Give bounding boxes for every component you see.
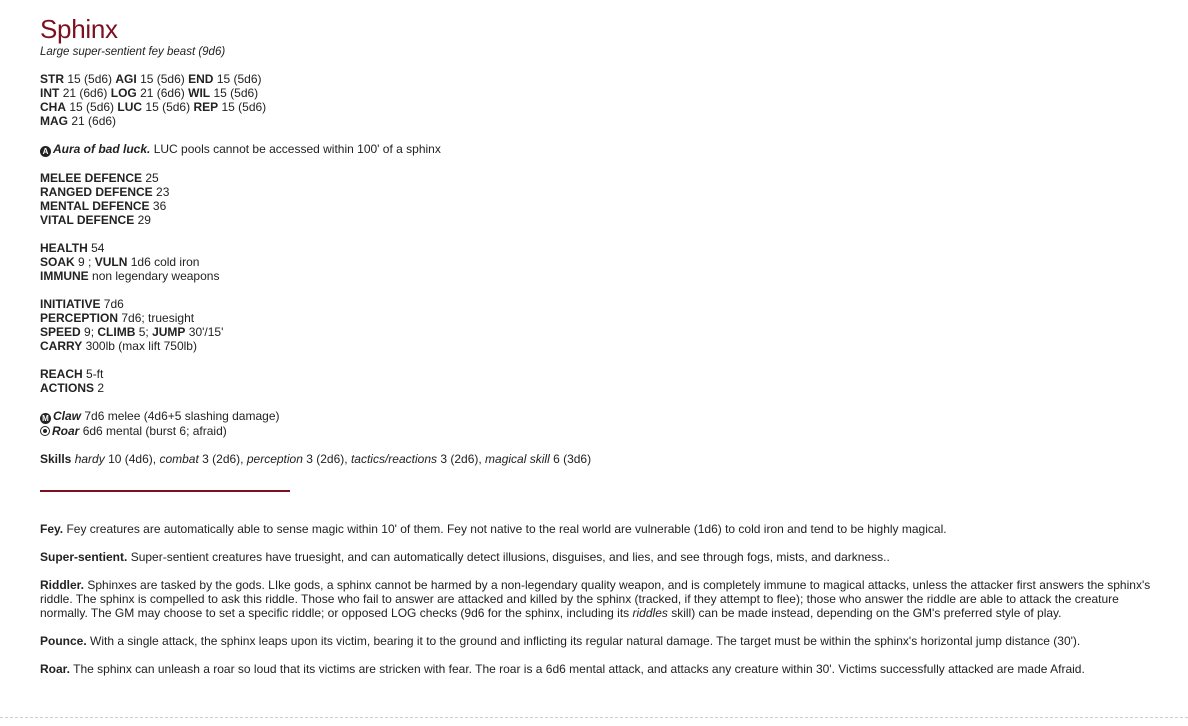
int-value: 21 (6d6) [62, 86, 108, 100]
agi-value: 15 (5d6) [140, 72, 185, 86]
mental-defence-label: MENTAL DEFENCE [40, 199, 150, 213]
wil-label: WIL [188, 86, 211, 100]
immune-label: IMMUNE [40, 269, 89, 283]
perception-value: 7d6; truesight [121, 311, 195, 325]
vital-defence-label: VITAL DEFENCE [40, 213, 135, 227]
skill-value: 3 (2d6), [306, 452, 348, 466]
initiative-label: INITIATIVE [40, 297, 101, 311]
agi-label: AGI [115, 72, 137, 86]
str-value: 15 (5d6) [67, 72, 113, 86]
trait-title: Roar. [40, 662, 71, 676]
attack-text: 6d6 mental (burst 6; afraid) [82, 424, 227, 438]
end-value: 15 (5d6) [216, 72, 262, 86]
attributes-block [40, 72, 1166, 128]
speed-line [40, 325, 1166, 339]
trait-text: The sphinx can unleash a roar so loud that its victims are stricken with fear. The roar is a 6d6 mental attack, and attacks any creature within 30'. Victims successfully attacked are made Afraid. [73, 662, 1085, 676]
vital-defence [40, 213, 1166, 227]
immune-line [40, 269, 1166, 283]
aura-block [40, 142, 1166, 157]
trait-text: With a single attack, the sphinx leaps upon its victim, bearing it to the ground and inflicting its regular natural damage. The target must be within the sphinx's horizontal jump distance (30'). [90, 634, 1081, 648]
mental-defence-value: 36 [152, 199, 167, 213]
log-value: 21 (6d6) [140, 86, 185, 100]
skill-name: perception [246, 452, 303, 466]
wil-value: 15 (5d6) [213, 86, 259, 100]
perception-label: PERCEPTION [40, 311, 119, 325]
luc-value: 15 (5d6) [145, 100, 191, 114]
soak-vuln-line [40, 255, 1166, 269]
trait-pounce [40, 634, 1164, 648]
skill-name: combat [159, 452, 199, 466]
climb-label: CLIMB [97, 325, 136, 339]
str-label: STR [40, 72, 64, 86]
jump-label: JUMP [152, 325, 186, 339]
trait-text: Sphinxes are tasked by the gods. LIke gods, a sphinx cannot be harmed by a non-legendary quality weapon, and is completely immune to magical attacks, unless the attacker first answers the sphinx's riddle. The sphinx is compelled to ask this riddle. Those who fail to answer are attacked and killed by the sphinx (tracked, if they attempt to flee); those who answer the riddle are able to attack the creature normally. The GM may choose to set a specific riddle; or opposed LOG checks (9d6 for the sphinx, including its [40, 578, 1151, 620]
attack-text: 7d6 melee (4d6+5 slashing damage) [84, 409, 280, 423]
speed-label: SPEED [40, 325, 81, 339]
end-label: END [188, 72, 214, 86]
attacks-block [40, 409, 1166, 438]
cha-label: CHA [40, 100, 66, 114]
skill-name: magical skill [485, 452, 550, 466]
health-label: HEALTH [40, 241, 88, 255]
attack-name: Roar [52, 424, 80, 438]
page-title: Sphinx [40, 14, 118, 44]
skill-value: 3 (2d6), [202, 452, 244, 466]
ranged-defence-label: RANGED DEFENCE [40, 185, 153, 199]
climb-value: 5; [138, 325, 149, 339]
health-block [40, 241, 1166, 283]
trait-riddler [40, 578, 1164, 620]
soak-label: SOAK [40, 255, 75, 269]
attributes-row-1 [40, 72, 1166, 86]
skill-name: hardy [74, 452, 105, 466]
trait-super-sentient [40, 550, 1164, 564]
trait-fey [40, 522, 1164, 536]
initiative-value: 7d6 [103, 297, 124, 311]
stat-block [40, 14, 1166, 690]
trait-text: Fey creatures are automatically able to sense magic within 10' of them. Fey not native to the real world are vulnerable (1d6) to cold iron and tend to be highly magical. [66, 522, 947, 536]
health-value: 54 [91, 241, 105, 255]
page-bottom-rule [0, 717, 1188, 718]
skills-label: Skills [40, 452, 72, 466]
initiative-line [40, 297, 1166, 311]
trait-title: Pounce. [40, 634, 87, 648]
trait-title: Fey. [40, 522, 64, 536]
trait-title: Riddler. [40, 578, 85, 592]
skills-block [40, 452, 1166, 466]
defences-block [40, 171, 1166, 227]
immune-value: non legendary weapons [92, 269, 220, 283]
trait-text: skill) can be made instead, depending on the GM's preferred style of play. [671, 606, 1062, 620]
trait-text: Super-sentient creatures have truesight, and can automatically detect illusions, disguises, and lies, and see through fogs, mists, and darkness.. [130, 550, 890, 564]
soak-value: 9 ; [78, 255, 92, 269]
perception-line [40, 311, 1166, 325]
vuln-label: VULN [94, 255, 128, 269]
aura-text: LUC pools cannot be accessed within 100' of a sphinx [153, 142, 441, 156]
attack-claw [40, 409, 1166, 424]
trait-text-italic: riddles [632, 606, 668, 620]
aura-line [40, 142, 1166, 157]
log-label: LOG [110, 86, 137, 100]
health-line [40, 241, 1166, 255]
attack-name: Claw [53, 409, 82, 423]
mental-defence [40, 199, 1166, 213]
skill-value: 6 (3d6) [553, 452, 592, 466]
speed-value: 9; [84, 325, 95, 339]
mag-value: 21 (6d6) [71, 114, 117, 128]
trait-roar [40, 662, 1164, 676]
skill-value: 3 (2d6), [440, 452, 482, 466]
attributes-row-3 [40, 100, 1166, 114]
cha-value: 15 (5d6) [69, 100, 115, 114]
section-divider [40, 490, 290, 492]
reach-block [40, 367, 1166, 395]
attributes-row-2 [40, 86, 1166, 100]
actions-value: 2 [97, 381, 105, 395]
aura-name: Aura of bad luck. [53, 142, 151, 156]
rep-value: 15 (5d6) [221, 100, 267, 114]
carry-value: 300lb (max lift 750lb) [85, 339, 197, 353]
melee-defence-value: 25 [145, 171, 159, 185]
skill-value: 10 (4d6), [108, 452, 157, 466]
skills-line [40, 452, 1166, 466]
vital-defence-value: 29 [137, 213, 151, 227]
reach-line [40, 367, 1166, 381]
attributes-row-4 [40, 114, 1166, 128]
actions-label: ACTIONS [40, 381, 94, 395]
carry-line [40, 339, 1166, 353]
actions-line [40, 381, 1166, 395]
melee-icon: M [40, 413, 51, 424]
movement-block [40, 297, 1166, 353]
melee-defence-label: MELEE DEFENCE [40, 171, 143, 185]
vuln-value: 1d6 cold iron [130, 255, 200, 269]
aura-icon: A [40, 146, 51, 157]
trait-title: Super-sentient. [40, 550, 128, 564]
ranged-defence-value: 23 [156, 185, 170, 199]
creature-subtitle: Large super-sentient fey beast (9d6) [40, 46, 226, 58]
ranged-defence [40, 185, 1166, 199]
attack-roar [40, 424, 1166, 438]
mag-label: MAG [40, 114, 68, 128]
rep-label: REP [193, 100, 219, 114]
reach-label: REACH [40, 367, 83, 381]
skill-name: tactics/reactions [350, 452, 437, 466]
melee-defence [40, 171, 1166, 185]
int-label: INT [40, 86, 60, 100]
mental-attack-icon [40, 426, 50, 436]
luc-label: LUC [117, 100, 143, 114]
reach-value: 5-ft [86, 367, 104, 381]
carry-label: CARRY [40, 339, 83, 353]
jump-value: 30'/15' [188, 325, 224, 339]
